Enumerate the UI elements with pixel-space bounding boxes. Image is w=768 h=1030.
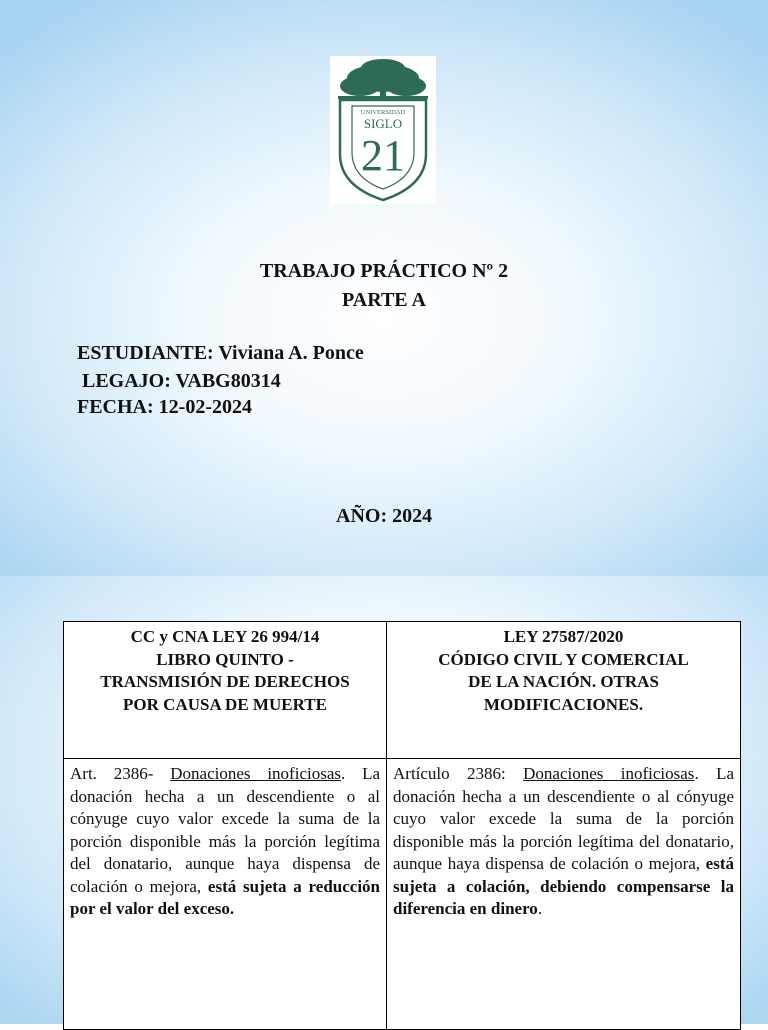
header-line: LEY 27587/2020 [503,627,624,646]
header-line: POR CAUSA DE MUERTE [123,694,327,714]
article-text: . La donación hecha a un descendiente o al cónyuge cuyo valor excede la suma de la porción disponible más la porción legítima del donatario, aunque haya dispensa de colación o mejora, [70,764,381,896]
university-logo [330,56,436,204]
article-heading: Donaciones inoficiosas [170,764,341,783]
article-bold-text: está sujeta a colación, debiendo compensarse la diferencia en dinero [393,854,734,918]
logo-number: 21 [361,131,405,180]
article-bold-text: está sujeta a reducción por el valor del exceso. [70,876,380,918]
header-line: LIBRO QUINTO - [156,649,294,669]
student-name: ESTUDIANTE: Viviana A. Ponce [77,342,364,364]
article-suffix: . [537,899,543,918]
student-legajo: LEGAJO: VABG80314 [77,370,281,392]
article-text: . La donación hecha a un descendiente o al cónyuge cuyo valor excede la suma de la porción disponible más la porción legítima del donatario, aunque haya dispensa de colación o mejora, [393,764,734,873]
shield-tree-logo-icon [330,56,436,204]
table-row [64,759,741,1030]
header-cell-cc [64,622,387,759]
article-prefix: Artículo 2386: [393,764,524,783]
header-line: MODIFICACIONES. [483,694,644,714]
document-year: AÑO: 2024 [336,505,433,527]
header-line: DE LA NACIÓN. OTRAS [468,672,659,691]
header-line: CC y CNA LEY 26 994/14 [130,627,320,646]
header-line: TRANSMISIÓN DE DERECHOS [100,672,350,691]
article-heading: Donaciones inoficiosas [523,764,695,783]
page-title: TRABAJO PRÁCTICO Nº 2 [259,260,509,282]
article-prefix: Art. 2386- [70,764,171,783]
table-header-row [64,622,741,759]
article-cc-cell [64,759,387,1030]
header-line: CÓDIGO CIVIL Y COMERCIAL [438,649,689,669]
logo-line1: UNIVERSIDAD [360,109,406,116]
article-ley-cell [387,759,741,1030]
header-cell-ley [387,622,741,759]
comparison-table [63,621,741,1030]
page-subtitle: PARTE A [342,289,426,311]
document-date: FECHA: 12-02-2024 [77,396,252,418]
logo-line2: SIGLO [363,116,403,131]
